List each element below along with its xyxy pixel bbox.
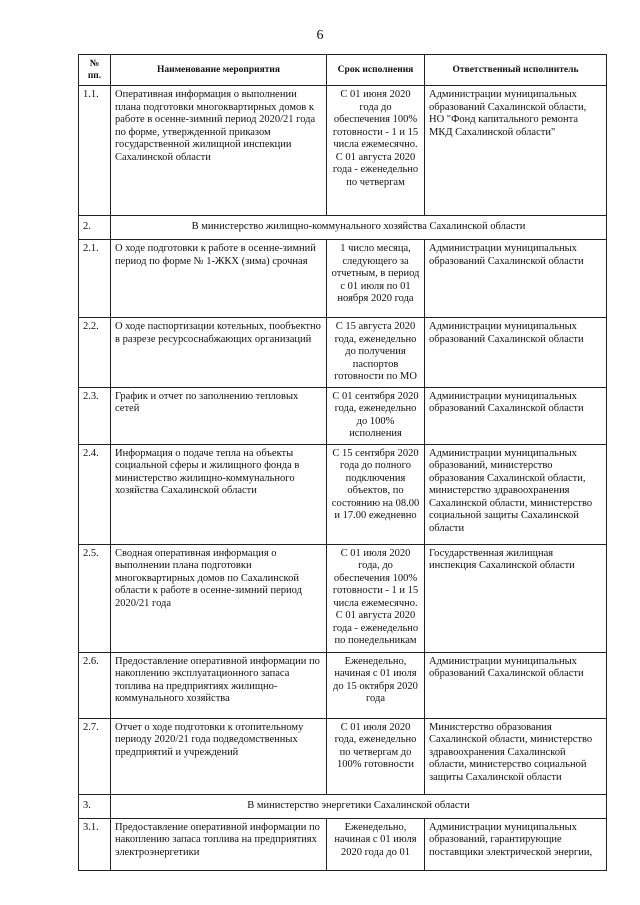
- header-name: Наименование мероприятия: [111, 55, 327, 86]
- row-responsible: Государственная жилищная инспекция Сахалинской области: [425, 544, 607, 652]
- row-term: Еженедельно, начиная с 01 июля 2020 года до 01: [327, 818, 425, 870]
- table-row: [79, 818, 607, 870]
- row-responsible: Администрации муниципальных образований Сахалинской области: [425, 387, 607, 444]
- row-name: О ходе подготовки к работе в осенне-зимний период по форме № 1-ЖКХ (зима) срочная: [111, 240, 327, 318]
- row-num: 1.1.: [79, 86, 111, 216]
- row-name: Предоставление оперативной информации по накоплению эксплуатационного запаса топлива на предприятиях жилищно-коммунального хозяйства: [111, 652, 327, 718]
- row-num: 3.1.: [79, 818, 111, 870]
- row-term: С 15 сентября 2020 года до полного подключения объектов, по состоянию на 08.00 и 17.00 ежедневно: [327, 444, 425, 544]
- row-term: С 01 июля 2020 года, еженедельно по четвергам до 100% готовности: [327, 718, 425, 794]
- section-num: 2.: [79, 216, 111, 240]
- row-responsible: Администрации муниципальных образований, министерство образования Сахалинской области, министерство здравоохранения Сахалинской области, министерство социальной защиты Сахалинской области: [425, 444, 607, 544]
- table-row: [79, 318, 607, 388]
- section-title: В министерство энергетики Сахалинской области: [111, 794, 607, 818]
- row-term: С 15 августа 2020 года, еженедельно до получения паспортов готовности по МО: [327, 318, 425, 388]
- row-responsible: Администрации муниципальных образований Сахалинской области: [425, 318, 607, 388]
- section-row: [79, 794, 607, 818]
- row-name: График и отчет по заполнению тепловых сетей: [111, 387, 327, 444]
- row-name: Предоставление оперативной информации по накоплению запаса топлива на предприятиях электроэнергетики: [111, 818, 327, 870]
- table-row: [79, 240, 607, 318]
- table-row: [79, 544, 607, 652]
- table-row: [79, 86, 607, 216]
- table-row: [79, 718, 607, 794]
- section-num: 3.: [79, 794, 111, 818]
- section-row: [79, 216, 607, 240]
- row-responsible: Администрации муниципальных образований Сахалинской области: [425, 240, 607, 318]
- row-num: 2.5.: [79, 544, 111, 652]
- header-responsible: Ответственный исполнитель: [425, 55, 607, 86]
- row-num: 2.6.: [79, 652, 111, 718]
- schedule-table: [78, 54, 607, 871]
- section-title: В министерство жилищно-коммунального хозяйства Сахалинской области: [111, 216, 607, 240]
- row-responsible: Администрации муниципальных образований, гарантирующие поставщики электрической энергии,: [425, 818, 607, 870]
- row-num: 2.2.: [79, 318, 111, 388]
- row-num: 2.7.: [79, 718, 111, 794]
- table-header-row: [79, 55, 607, 86]
- table-row: [79, 387, 607, 444]
- row-num: 2.4.: [79, 444, 111, 544]
- row-name: Отчет о ходе подготовки к отопительному периоду 2020/21 года подведомственных предприятий и учреждений: [111, 718, 327, 794]
- page-number: 6: [316, 28, 324, 43]
- row-term: Еженедельно, начиная с 01 июля до 15 октября 2020 года: [327, 652, 425, 718]
- table-row: [79, 444, 607, 544]
- row-responsible: Администрации муниципальных образований Сахалинской области: [425, 652, 607, 718]
- row-num: 2.3.: [79, 387, 111, 444]
- header-num: № пп.: [79, 55, 111, 86]
- row-name: Оперативная информация о выполнении плана подготовки многоквартирных домов к работе в осенне-зимний период 2020/21 года по форме, утвержденной приказом государственной жилищной инспекции Сахалинской области: [111, 86, 327, 216]
- row-name: Сводная оперативная информация о выполнении плана подготовки многоквартирных домов по Сахалинской области к работе в осенне-зимний период 2020/21 года: [111, 544, 327, 652]
- row-responsible: Министерство образования Сахалинской области, министерство здравоохранения Сахалинской области, министерство социальной защиты Сахалинской области: [425, 718, 607, 794]
- header-term: Срок исполнения: [327, 55, 425, 86]
- row-name: О ходе паспортизации котельных, пообъектно в разрезе ресурсоснабжающих организаций: [111, 318, 327, 388]
- row-term: С 01 сентября 2020 года, еженедельно до 100% исполнения: [327, 387, 425, 444]
- row-term: С 01 июня 2020 года до обеспечения 100% готовности - 1 и 15 числа ежемесячно. С 01 августа 2020 года - еженедельно по четвергам: [327, 86, 425, 216]
- row-num: 2.1.: [79, 240, 111, 318]
- row-name: Информация о подаче тепла на объекты социальной сферы и жилищного фонда в министерство жилищно-коммунального хозяйства Сахалинской области: [111, 444, 327, 544]
- row-responsible: Администрации муниципальных образований Сахалинской области, НО "Фонд капитального ремонта МКД Сахалинской области": [425, 86, 607, 216]
- table-row: [79, 652, 607, 718]
- row-term: С 01 июля 2020 года, до обеспечения 100% готовности - 1 и 15 числа ежемесячно. С 01 августа 2020 года - еженедельно по понедельникам: [327, 544, 425, 652]
- row-term: 1 число месяца, следующего за отчетным, в период с 01 июля по 01 ноября 2020 года: [327, 240, 425, 318]
